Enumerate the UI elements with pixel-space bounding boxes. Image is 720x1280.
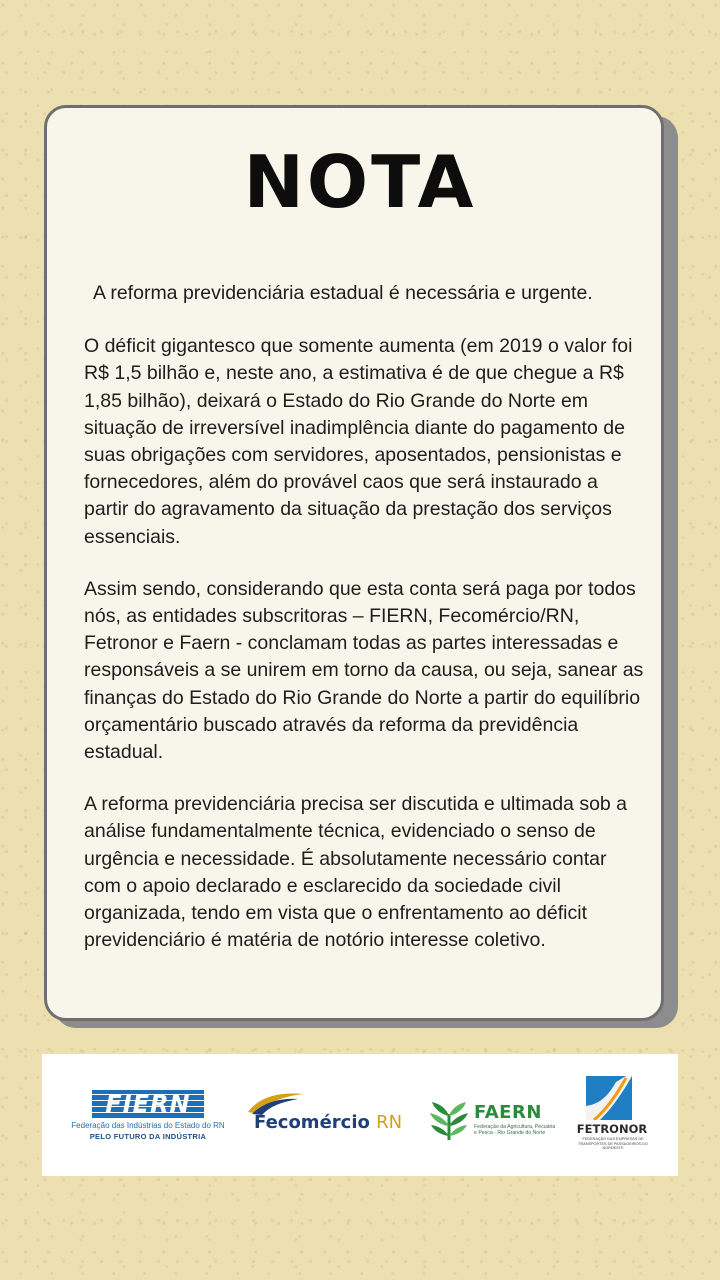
paragraph-reform: A reforma previdenciária precisa ser discutida e ultimada sob a análise fundamentalmente técnica, evidenciado o senso de urgência e necessidade. É absolutamente necessário contar com o apoio declarado e esclarecido da sociedade civil organizada, tendo em vista que o enfrentamento ao déficit previdenciário é matéria de notório interesse coletivo. [84, 793, 628, 952]
faern-logo [426, 1100, 556, 1140]
fiern-logo [64, 1090, 232, 1141]
note-body [84, 280, 644, 979]
logo-strip [42, 1054, 678, 1176]
fetronor-subtitle: FEDERAÇÃO DAS EMPRESAS DE TRANSPORTES DE PASSAGEIROS DO NORDESTE [578, 1137, 648, 1151]
fetronor-logo [572, 1076, 658, 1152]
page-title: NOTA [243, 140, 477, 224]
fiern-wordmark [92, 1090, 204, 1118]
fetronor-road-icon [586, 1076, 632, 1120]
paragraph-intro: A reforma previdenciária estadual é necessária e urgente. [93, 282, 593, 304]
fiern-name: FIERN [105, 1090, 191, 1118]
fiern-tagline: PELO FUTURO DA INDÚSTRIA [89, 1132, 207, 1141]
fecomercio-suffix: RN [376, 1112, 403, 1133]
faern-subtitle: Federação da Agricultura, Pecuária e Pesca - Rio Grande do Norte [474, 1124, 556, 1136]
faern-plant-icon [428, 1100, 470, 1140]
paragraph-deficit: O déficit gigantesco que somente aumenta (em 2019 o valor foi R$ 1,5 bilhão e, neste ano, a estimativa é de que chegue a R$ 1,85 bilhão), deixará o Estado do Rio Grande do Norte em situação de irreversível inadimplência diante do pagamento de suas obrigações com servidores, aposentados, pensionistas e fornecedores, além do provável caos que será instaurado a partir do agravamento da situação da prestação dos serviços essenciais. [84, 335, 633, 548]
fecomercio-name: Fecomércio [254, 1112, 370, 1133]
fetronor-name: FETRONOR [576, 1122, 648, 1136]
fecomercio-wordmark [254, 1112, 402, 1133]
faern-name: FAERN [474, 1102, 542, 1123]
fecomercio-logo [242, 1090, 422, 1140]
fiern-subtitle: Federação das Indústrias do Estado do RN [71, 1121, 225, 1130]
paragraph-entities: Assim sendo, considerando que esta conta será paga por todos nós, as entidades subscritoras – FIERN, Fecomércio/RN, Fetronor e Faern - conclamam todas as partes interessadas e responsáveis a se unirem em torno da causa, ou seja, sanear as finanças do Estado do Rio Grande do Norte a partir do equilíbrio orçamentário buscado através da reforma da previdência estadual. [84, 577, 644, 764]
